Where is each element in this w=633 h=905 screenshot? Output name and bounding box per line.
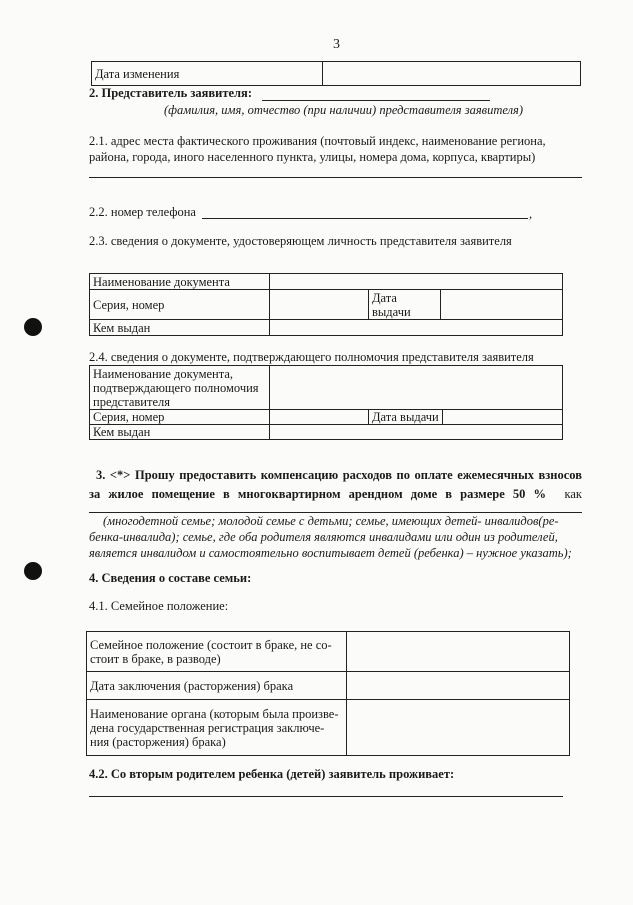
section-3-line2 [89,487,582,502]
marital-status-label: 4.1. Семейное положение: [89,599,229,613]
binder-hole-bottom [24,562,42,580]
authority-date-label: Дата выдачи [369,410,443,425]
id-document-name-field[interactable] [270,274,563,290]
id-document-issued-label: Кем выдан [90,320,270,336]
id-document-date-label-line1: Дата [372,290,397,305]
marriage-date-label: Дата заключения (расторжения) брака [87,672,347,700]
marital-status-row-label [87,632,347,672]
address-label-line1: 2.1. адрес места фактического проживания (почтовый индекс, наименование региона, [89,134,546,148]
marital-status-row-label-line2: стоит в браке, в разводе) [90,651,221,666]
registration-authority-label-line3: ния (расторжения) брака) [90,734,226,749]
id-document-date-field[interactable] [441,290,563,320]
family-table [86,631,570,756]
section-3-note-line2: бенка-инвалида); семье, где оба родителя являются инвалидами или один из родителей, [89,530,558,544]
page-number: 3 [333,37,340,52]
authority-name-label-line3: представителя [93,394,170,409]
section-4-heading: 4. Сведения о составе семьи: [89,571,252,585]
phone-label: 2.2. номер телефона [89,205,196,219]
change-date-label: Дата изменения [92,62,323,86]
section-3-note-line1: (многодетной семье; молодой семье с детьми; семье, имеющих детей- инвалидов(ре- [103,514,559,528]
authority-name-label-line2: подтверждающего полномочия [93,380,259,395]
registration-authority-label-line2: дена государственная регистрация заключе- [90,720,325,735]
id-document-date-label [369,290,441,320]
authority-issued-field[interactable] [270,425,563,440]
authority-document-name-label [90,366,270,410]
representative-name-hint: (фамилия, имя, отчество (при наличии) представителя заявителя) [164,103,524,117]
second-parent-line[interactable] [89,796,563,797]
address-label-line2: района, города, иного населенного пункта, улицы, номера дома, корпуса, квартиры) [89,150,536,164]
id-document-series-field[interactable] [270,290,369,320]
id-document-table [89,273,563,336]
authority-document-table [89,365,563,440]
id-document-name-label: Наименование документа [90,274,270,290]
marital-status-field[interactable] [347,632,570,672]
phone-suffix: , [529,207,533,221]
section-3-line2-bold: за жилое помещение в многоквартирном арендном доме в размере 50 % [89,487,546,501]
section-3-line2-tail: как [564,487,582,501]
second-parent-label: 4.2. Со вторым родителем ребенка (детей) заявитель проживает: [89,767,455,781]
authority-series-field[interactable] [270,410,369,425]
address-line[interactable] [89,177,582,178]
change-date-field[interactable] [323,62,581,86]
id-document-series-label: Серия, номер [90,290,270,320]
registration-authority-label-line1: Наименование органа (которым была произве- [90,706,339,721]
section-3-note-line3: является инвалидом и самостоятельно воспитывает детей (ребенка) – нужное указать); [89,546,572,560]
authority-date-field[interactable] [442,410,562,425]
authority-issued-label: Кем выдан [90,425,270,440]
id-document-issued-field[interactable] [270,320,563,336]
authority-document-label: 2.4. сведения о документе, подтверждающего полномочия представителя заявителя [89,350,534,364]
authority-document-name-field[interactable] [270,366,563,410]
marriage-date-field[interactable] [347,672,570,700]
representative-name-line[interactable] [262,100,490,101]
authority-series-label: Серия, номер [90,410,270,425]
change-date-table [91,61,581,86]
id-document-label: 2.3. сведения о документе, удостоверяющем личность представителя заявителя [89,234,512,248]
phone-line[interactable] [202,218,528,219]
authority-name-label-line1: Наименование документа, [93,366,234,381]
section-3-line1: 3. <*> Прошу предоставить компенсацию расходов по оплате ежемесячных взносов [96,468,582,482]
id-document-date-label-line2: выдачи [372,304,411,319]
registration-authority-field[interactable] [347,700,570,756]
binder-hole-top [24,318,42,336]
section-2-heading: 2. Представитель заявителя: [89,86,252,100]
family-category-line[interactable] [89,512,582,513]
registration-authority-label [87,700,347,756]
marital-status-row-label-line1: Семейное положение (состоит в браке, не со- [90,637,332,652]
